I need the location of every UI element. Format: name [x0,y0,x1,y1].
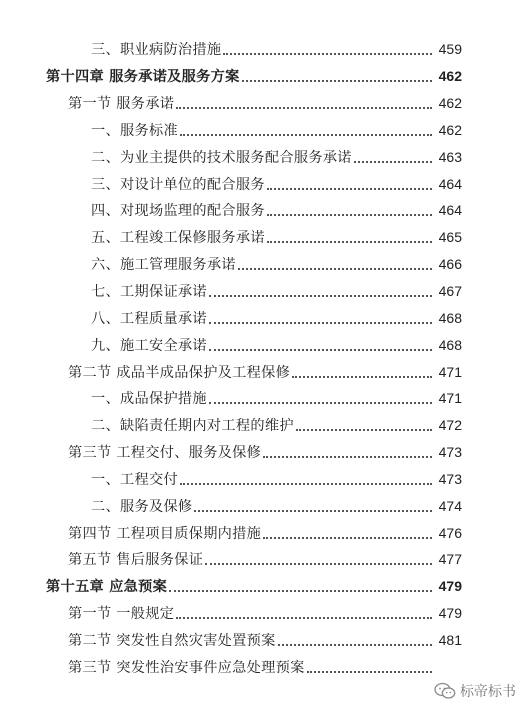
toc-page-number: 471 [438,363,462,380]
toc-page-number: 466 [438,256,462,273]
toc-page-number: 468 [438,309,462,326]
dot-leader [263,537,432,539]
dot-leader [296,429,432,431]
dot-leader [242,80,432,82]
toc-page-number: 462 [438,68,462,85]
toc-page-number: 479 [438,605,462,622]
toc-page-number: 473 [438,470,462,487]
toc-row[interactable] [0,278,524,305]
toc-row[interactable] [0,653,524,680]
dot-leader [209,402,432,404]
toc-row[interactable] [0,466,524,493]
dot-leader [194,510,432,512]
toc-row[interactable] [0,117,524,144]
toc-entry-title: 第二节 突发性自然灾害处置预案 [68,632,276,649]
dot-leader [209,349,432,351]
wechat-icon [434,682,456,700]
toc-entry-title: 九、施工安全承诺 [91,337,207,354]
toc-page-number: 477 [438,551,462,568]
table-of-contents [0,36,524,680]
dot-leader [176,107,432,109]
dot-leader [263,456,432,458]
toc-row[interactable] [0,492,524,519]
toc-page-number: 459 [438,41,462,58]
toc-row[interactable] [0,573,524,600]
toc-row[interactable] [0,170,524,197]
toc-entry-title: 第五节 售后服务保证 [68,552,204,569]
toc-entry-title: 第三节 工程交付、服务及保修 [68,445,262,462]
dot-leader [180,134,432,136]
toc-entry-title: 一、工程交付 [91,471,178,488]
toc-entry-title: 三、对设计单位的配合服务 [91,176,265,193]
toc-page-number: 473 [438,444,462,461]
toc-row[interactable] [0,439,524,466]
toc-entry-title: 第四节 工程项目质保期内措施 [68,525,262,542]
toc-page-number: 471 [438,390,462,407]
toc-entry-title: 第一节 一般规定 [68,606,175,623]
dot-leader [307,671,432,673]
toc-row[interactable] [0,627,524,654]
toc-entry-title: 五、工程竣工保修服务承诺 [91,230,265,247]
toc-entry-title: 四、对现场监理的配合服务 [91,203,265,220]
toc-entry-title: 三、职业病防治措施 [91,42,222,59]
toc-row[interactable] [0,251,524,278]
dot-leader [267,214,432,216]
toc-entry-title: 第十五章 应急预案 [46,579,168,596]
toc-row[interactable] [0,90,524,117]
toc-page-number: 465 [438,229,462,246]
toc-row[interactable] [0,36,524,63]
toc-row[interactable] [0,63,524,90]
toc-row[interactable] [0,331,524,358]
toc-row[interactable] [0,600,524,627]
toc-entry-title: 二、服务及保修 [91,498,193,515]
toc-entry-title: 六、施工管理服务承诺 [91,257,236,274]
toc-entry-title: 第十四章 服务承诺及服务方案 [46,69,240,86]
toc-row[interactable] [0,519,524,546]
toc-entry-title: 第一节 服务承诺 [68,96,175,113]
toc-page-number: 481 [438,631,462,648]
toc-row[interactable] [0,224,524,251]
toc-page-number: 464 [438,202,462,219]
dot-leader [176,617,432,619]
toc-page-number: 479 [438,578,462,595]
toc-row[interactable] [0,546,524,573]
dot-leader [209,295,432,297]
toc-entry-title: 一、服务标准 [91,122,178,139]
toc-page-number: 462 [438,95,462,112]
dot-leader [223,53,432,55]
toc-entry-title: 七、工期保证承诺 [91,284,207,301]
toc-page-number: 464 [438,175,462,192]
toc-row[interactable] [0,197,524,224]
dot-leader [267,241,432,243]
dot-leader [267,188,432,190]
dot-leader [292,376,432,378]
toc-entry-title: 八、工程质量承诺 [91,310,207,327]
toc-entry-title: 第三节 突发性治安事件应急处理预案 [68,659,305,676]
dot-leader [278,644,432,646]
dot-leader [209,322,432,324]
toc-entry-title: 二、缺陷责任期内对工程的维护 [91,418,294,435]
toc-page-number: 462 [438,121,462,138]
toc-row[interactable] [0,143,524,170]
toc-page-number: 467 [438,283,462,300]
toc-page-number: 474 [438,497,462,514]
dot-leader [238,268,432,270]
watermark [434,681,516,701]
dot-leader [180,483,432,485]
watermark-text: 标帝标书 [460,684,516,700]
dot-leader [169,590,432,592]
toc-row[interactable] [0,385,524,412]
toc-entry-title: 一、成品保护措施 [91,391,207,408]
toc-entry-title: 二、为业主提供的技术服务配合服务承诺 [91,149,352,166]
toc-page-number: 468 [438,336,462,353]
toc-row[interactable] [0,412,524,439]
toc-page-number: 476 [438,524,462,541]
toc-row[interactable] [0,358,524,385]
dot-leader [205,563,432,565]
toc-row[interactable] [0,304,524,331]
dot-leader [354,161,432,163]
toc-page-number: 472 [438,417,462,434]
toc-page-number: 463 [438,148,462,165]
toc-entry-title: 第二节 成品半成品保护及工程保修 [68,364,291,381]
